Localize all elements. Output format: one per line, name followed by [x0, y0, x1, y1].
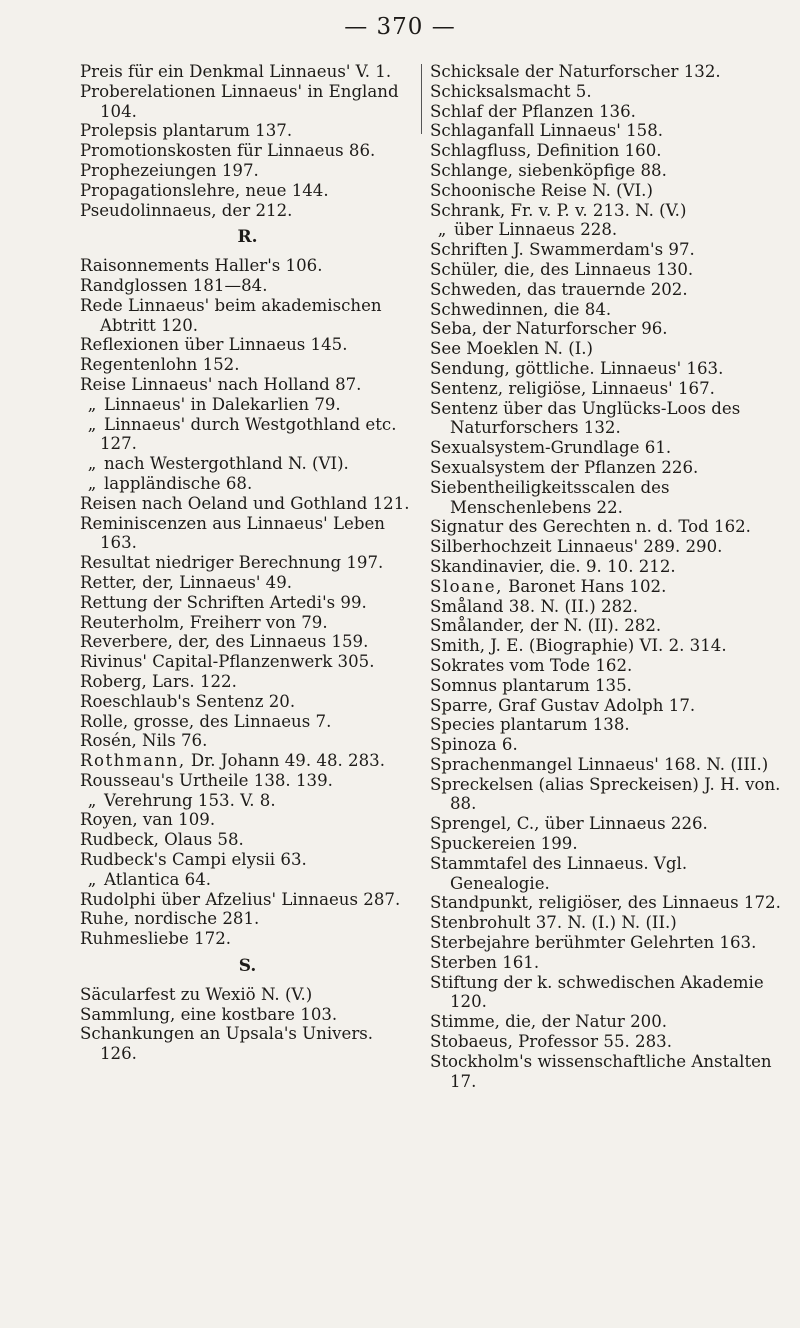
index-entry	[80, 810, 415, 830]
entry-text: Propagationslehre, neue 144.	[80, 180, 329, 200]
index-entry	[80, 553, 415, 573]
index-entry	[80, 375, 415, 395]
entry-text: Rousseau's Urtheile 138. 139.	[80, 770, 333, 790]
entry-text: Prophezeiungen 197.	[80, 160, 259, 180]
index-entry	[80, 791, 415, 811]
entry-text: Stammtafel des Linnaeus. Vgl. Genealogie.	[430, 853, 688, 893]
entry-text: Reminiscenzen aus Linnaeus' Leben 163.	[80, 513, 385, 553]
entry-text: Signatur des Gerechten n. d. Tod 162.	[430, 517, 751, 537]
entry-text: Ruhmesliebe 172.	[80, 929, 232, 949]
entry-text: Stobaeus, Professor 55. 283.	[430, 1032, 673, 1052]
entry-text: Sexualsystem-Grundlage 61.	[430, 438, 672, 458]
entry-text: Rivinus' Capital-Pflanzenwerk 305.	[80, 652, 375, 672]
entry-text: Stiftung der k. schwedischen Akademie 120.	[430, 972, 764, 1012]
entry-text: Siebentheiligkeitsscalen des Menschenlebens 22.	[430, 477, 670, 517]
entry-spaced-name: Rothmann,	[80, 751, 186, 771]
entry-text: Linnaeus' in Dalekarlien 79.	[104, 394, 341, 414]
entry-text: Spinoza 6.	[430, 735, 518, 755]
column-divider	[421, 64, 422, 134]
entry-text: Dr. Johann 49. 48. 283.	[185, 751, 386, 771]
entry-text: Atlantica 64.	[104, 869, 212, 889]
index-entry	[430, 82, 792, 102]
entry-text: Rettung der Schriften Artedi's 99.	[80, 592, 367, 612]
entry-text: Sentenz über das Unglücks-Loos des Naturforschers 132.	[430, 398, 741, 438]
entry-text: Rede Linnaeus' beim akademischen Abtritt 120.	[80, 295, 382, 335]
index-entry	[430, 339, 792, 359]
index-entry	[80, 850, 415, 870]
index-entry	[80, 652, 415, 672]
index-entry	[80, 830, 415, 850]
entry-text: Schriften J. Swammerdam's 97.	[430, 240, 695, 260]
index-entry	[80, 929, 415, 949]
entry-text: Standpunkt, religiöser, des Linnaeus 172.	[430, 893, 781, 913]
index-entry	[430, 854, 792, 894]
index-entry	[80, 514, 415, 554]
entry-text: Schwedinnen, die 84.	[430, 299, 612, 319]
entry-text: Spreckelsen (alias Spreckeisen) J. H. von. 88.	[430, 774, 781, 814]
entry-text: Stenbrohult 37. N. (I.) N. (II.)	[430, 913, 677, 933]
entry-text: Retter, der, Linnaeus' 49.	[80, 572, 293, 592]
entry-text: Schlaf der Pflanzen 136.	[430, 101, 636, 121]
index-entry	[430, 933, 792, 953]
ditto-mark: „	[87, 790, 97, 810]
index-entry	[80, 692, 415, 712]
entry-text: Proberelationen Linnaeus' in England 104.	[80, 81, 399, 121]
index-entry	[430, 1052, 792, 1092]
index-entry	[80, 751, 415, 771]
index-entry	[430, 913, 792, 933]
ditto-mark: „	[87, 394, 97, 414]
ditto-mark: „	[87, 473, 97, 493]
index-entry	[430, 676, 792, 696]
entry-text: Sentenz, religiöse, Linnaeus' 167.	[430, 378, 715, 398]
entry-text: Sendung, göttliche. Linnaeus' 163.	[430, 358, 724, 378]
index-entry	[430, 735, 792, 755]
entry-text: Schoonische Reise N. (VI.)	[430, 180, 653, 200]
entry-text: Rudolphi über Afzelius' Linnaeus 287.	[80, 889, 401, 909]
entry-text: Somnus plantarum 135.	[430, 675, 632, 695]
index-entry	[80, 494, 415, 514]
entry-text: Sprachenmangel Linnaeus' 168. N. (III.)	[430, 754, 769, 774]
index-entry	[80, 1024, 415, 1064]
index-entry	[430, 517, 792, 537]
entry-text: Schlaganfall Linnaeus' 158.	[430, 121, 664, 141]
index-entry	[430, 537, 792, 557]
entry-text: Baronet Hans 102.	[502, 576, 667, 596]
index-entry	[80, 593, 415, 613]
entry-text: Silberhochzeit Linnaeus' 289. 290.	[430, 537, 723, 557]
index-entry	[430, 240, 792, 260]
index-entry	[80, 474, 415, 494]
index-entry	[80, 632, 415, 652]
index-entry	[80, 62, 415, 82]
index-entry	[430, 62, 792, 82]
entry-text: Schüler, die, des Linnaeus 130.	[430, 259, 694, 279]
entry-text: Schicksale der Naturforscher 132.	[430, 62, 721, 81]
entry-text: Sprengel, C., über Linnaeus 226.	[430, 814, 708, 834]
left-entries-r	[80, 256, 415, 949]
entry-text: Stockholm's wissenschaftliche Anstalten 17.	[430, 1051, 772, 1091]
index-entry	[430, 696, 792, 716]
index-entry	[430, 1032, 792, 1052]
entry-text: nach Westergothland N. (VI).	[104, 454, 349, 474]
entry-text: Species plantarum 138.	[430, 715, 630, 735]
index-entry	[430, 755, 792, 775]
index-entry	[430, 656, 792, 676]
index-entry	[430, 201, 792, 221]
entry-text: Seba, der Naturforscher 96.	[430, 319, 668, 339]
left-entries-s	[80, 985, 415, 1064]
index-entry	[430, 478, 792, 518]
index-entry	[430, 161, 792, 181]
entry-text: Stimme, die, der Natur 200.	[430, 1012, 668, 1032]
entry-text: Ruhe, nordische 281.	[80, 909, 260, 929]
entry-text: Royen, van 109.	[80, 810, 216, 830]
index-entry	[430, 319, 792, 339]
right-entries	[430, 62, 792, 1091]
entry-text: Preis für ein Denkmal Linnaeus' V. 1.	[80, 62, 392, 81]
index-entry	[430, 399, 792, 439]
index-entry	[80, 415, 415, 455]
index-entry	[80, 573, 415, 593]
left-entries-top	[80, 62, 415, 220]
entry-text: Linnaeus' durch Westgothland etc. 127.	[100, 414, 397, 454]
entry-text: Smith, J. E. (Biographie) VI. 2. 314.	[430, 636, 727, 656]
entry-text: Reverbere, der, des Linnaeus 159.	[80, 632, 369, 652]
entry-text: Sammlung, eine kostbare 103.	[80, 1004, 338, 1024]
index-entry	[430, 973, 792, 1013]
entry-text: Schlange, siebenköpfige 88.	[430, 160, 667, 180]
index-entry	[80, 890, 415, 910]
index-entry	[430, 458, 792, 478]
index-entry	[430, 597, 792, 617]
entry-text: Verehrung 153. V. 8.	[104, 790, 276, 810]
index-entry	[430, 834, 792, 854]
entry-text: Sparre, Graf Gustav Adolph 17.	[430, 695, 696, 715]
entry-text: Roeschlaub's Sentenz 20.	[80, 691, 296, 711]
index-entry	[80, 161, 415, 181]
index-entry	[430, 280, 792, 300]
left-column	[80, 62, 415, 1064]
entry-text: Schrank, Fr. v. P. v. 213. N. (V.)	[430, 200, 687, 220]
entry-text: Reflexionen über Linnaeus 145.	[80, 335, 348, 355]
index-entry	[430, 715, 792, 735]
entry-text: Spuckereien 199.	[430, 834, 578, 854]
entry-text: See Moeklen N. (I.)	[430, 339, 594, 359]
right-column	[430, 62, 792, 1091]
entry-text: über Linnaeus 228.	[454, 220, 618, 240]
entry-text: Schicksalsmacht 5.	[430, 81, 592, 101]
index-entry	[80, 771, 415, 791]
index-entry	[80, 141, 415, 161]
index-entry	[430, 814, 792, 834]
index-entry	[80, 712, 415, 732]
index-entry	[430, 636, 792, 656]
entry-text: Rosén, Nils 76.	[80, 731, 208, 751]
ditto-mark: „	[87, 454, 97, 474]
index-entry	[430, 300, 792, 320]
index-entry	[80, 82, 415, 122]
ditto-mark: „	[87, 869, 97, 889]
index-entry	[80, 985, 415, 1005]
entry-text: Sterben 161.	[430, 952, 540, 972]
index-entry	[430, 953, 792, 973]
entry-text: Raisonnements Haller's 106.	[80, 256, 323, 276]
index-entry	[80, 201, 415, 221]
index-entry	[80, 121, 415, 141]
index-entry	[430, 141, 792, 161]
entry-text: Smålander, der N. (II). 282.	[430, 616, 662, 636]
index-entry	[430, 1012, 792, 1032]
index-entry	[430, 102, 792, 122]
entry-text: Regentenlohn 152.	[80, 355, 240, 375]
index-entry	[80, 1005, 415, 1025]
index-entry	[80, 395, 415, 415]
index-entry	[80, 613, 415, 633]
index-entry	[430, 577, 792, 597]
index-entry	[80, 731, 415, 751]
entry-text: Småland 38. N. (II.) 282.	[430, 596, 639, 616]
section-letter-r: R.	[237, 227, 258, 248]
entry-text: Schlagfluss, Definition 160.	[430, 141, 662, 161]
entry-text: Reise Linnaeus' nach Holland 87.	[80, 374, 362, 394]
entry-text: Rudbeck, Olaus 58.	[80, 830, 244, 850]
entry-text: Schankungen an Upsala's Univers. 126.	[80, 1024, 374, 1064]
entry-text: Säcularfest zu Wexiö N. (V.)	[80, 984, 313, 1004]
entry-text: Sokrates vom Tode 162.	[430, 655, 633, 675]
index-entry	[430, 359, 792, 379]
ditto-mark: „	[437, 220, 447, 240]
index-entry	[80, 355, 415, 375]
entry-text: Reisen nach Oeland und Gothland 121.	[80, 493, 410, 513]
index-entry	[430, 893, 792, 913]
index-entry	[80, 335, 415, 355]
entry-text: Sterbejahre berühmter Gelehrten 163.	[430, 933, 757, 953]
index-entry	[80, 256, 415, 276]
index-entry	[430, 775, 792, 815]
index-entry	[430, 121, 792, 141]
entry-text: Promotionskosten für Linnaeus 86.	[80, 141, 376, 161]
entry-text: Prolepsis plantarum 137.	[80, 121, 293, 141]
entry-text: Resultat niedriger Berechnung 197.	[80, 553, 384, 573]
index-entry	[80, 276, 415, 296]
entry-text: Schweden, das trauernde 202.	[430, 279, 688, 299]
entry-text: Skandinavier, die. 9. 10. 212.	[430, 556, 676, 576]
index-entry	[430, 181, 792, 201]
index-entry	[430, 220, 792, 240]
entry-text: Pseudolinnaeus, der 212.	[80, 200, 293, 220]
entry-text: lappländische 68.	[104, 473, 253, 493]
index-entry	[430, 616, 792, 636]
index-entry	[80, 870, 415, 890]
entry-text: Rudbeck's Campi elysii 63.	[80, 850, 307, 870]
entry-spaced-name: Sloane,	[430, 576, 503, 596]
index-entry	[80, 181, 415, 201]
entry-text: Roberg, Lars. 122.	[80, 671, 237, 691]
index-entry	[80, 296, 415, 336]
index-entry	[430, 260, 792, 280]
index-entry	[430, 438, 792, 458]
entry-text: Rolle, grosse, des Linnaeus 7.	[80, 711, 332, 731]
index-entry	[80, 909, 415, 929]
index-entry	[430, 557, 792, 577]
ditto-mark: „	[87, 414, 97, 434]
index-entry	[80, 672, 415, 692]
section-letter-s: S.	[238, 956, 257, 977]
index-entry	[430, 379, 792, 399]
index-entry	[80, 454, 415, 474]
entry-text: Sexualsystem der Pflanzen 226.	[430, 457, 699, 477]
page-number: — 370 —	[344, 14, 456, 40]
entry-text: Reuterholm, Freiherr von 79.	[80, 612, 328, 632]
entry-text: Randglossen 181—84.	[80, 275, 268, 295]
